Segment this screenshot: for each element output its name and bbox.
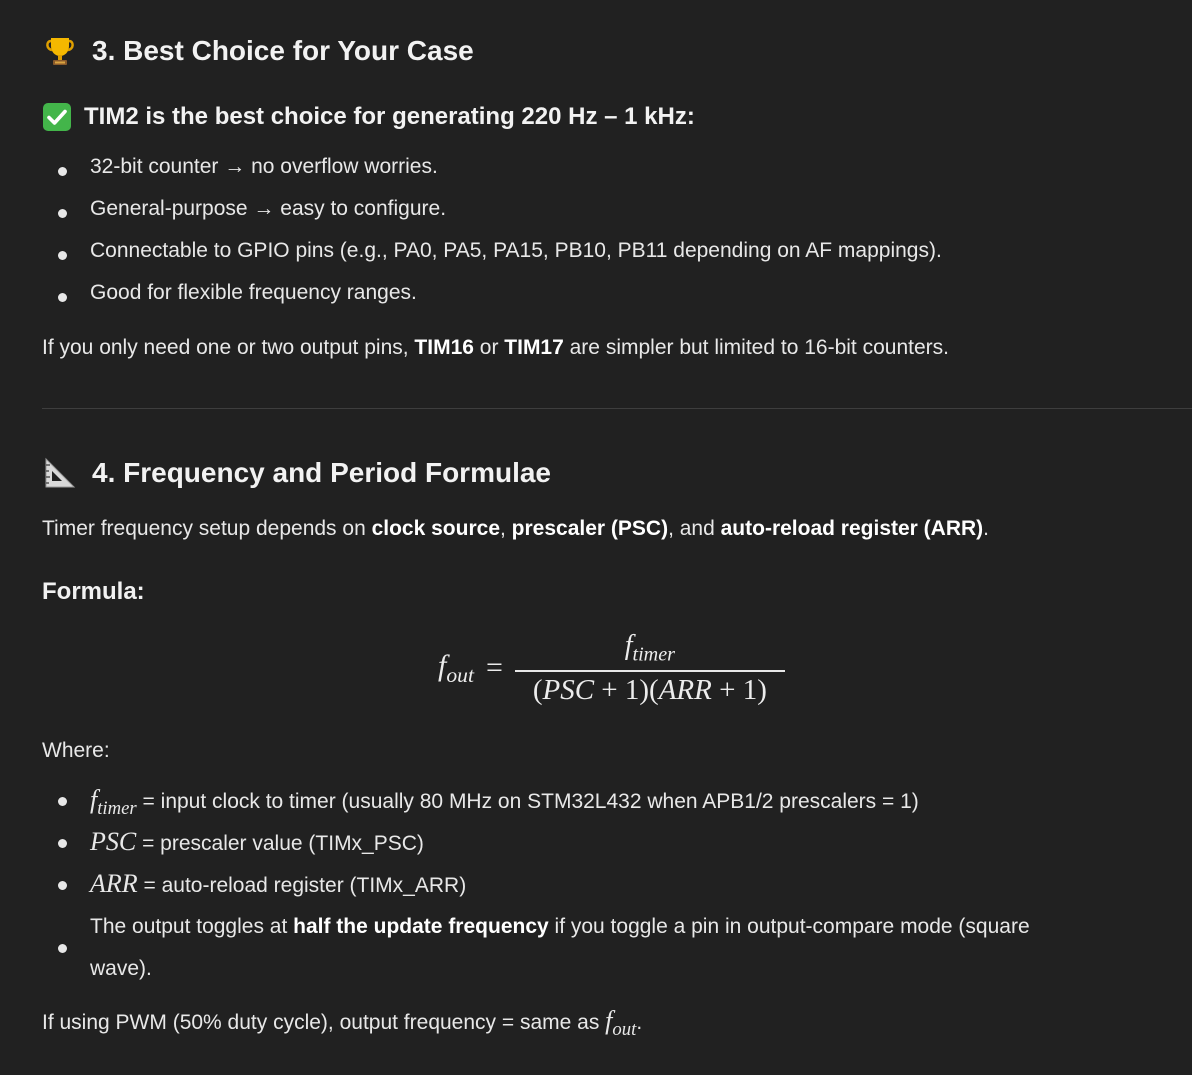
frequency-formula [438,630,785,707]
list-item: Connectable to GPIO pins (e.g., PA0, PA5, PA15, PB10, PB11 depending on AF mappings). [42,234,942,276]
intro-text: Timer frequency setup depends on [42,517,372,540]
toggle-text: The output toggles at [90,915,294,938]
pwm-sub: out [612,1018,637,1040]
intro-bold-arr: auto-reload register (ARR) [720,517,984,540]
where-bullet-list [42,780,1170,990]
list-item [42,906,1170,990]
where-text: = auto-reload register (TIMx_ARR) [137,874,467,897]
where-symbol [90,869,138,898]
list-item [42,864,1170,906]
triangular-ruler-icon [42,455,78,491]
trophy-icon [42,33,78,69]
section3-bullet-list [42,150,942,318]
section-divider [42,408,1192,409]
pwm-symbol [605,1006,637,1040]
formula-num-symbol: f [624,630,633,661]
pwm-note [42,1006,642,1045]
formula-fraction [515,630,785,707]
den-part: + 1)( [594,673,659,706]
intro-text: , and [668,517,721,540]
list-item [42,780,1170,822]
list-item: Good for flexible frequency ranges. [42,276,942,318]
list-item [42,822,1170,864]
toggle-text: wave). [90,957,152,980]
section4-intro [42,514,989,544]
den-part: ( [532,673,543,706]
formula-num-subscript: timer [632,643,676,666]
section3-subheading [42,102,695,132]
list-item: General-purpose → easy to configure. [42,192,942,234]
pwm-text: . [636,1011,643,1034]
intro-bold-prescaler: prescaler (PSC) [511,517,669,540]
formula-lhs-subscript: out [446,662,474,687]
where-text: = prescaler value (TIMx_PSC) [136,832,424,855]
formula-lhs-symbol: f [438,649,447,683]
den-part: + 1) [711,673,767,706]
section3-note [42,333,949,363]
formula-equals: = [485,651,503,685]
den-psc: PSC [542,673,595,706]
formula-label: Formula: [42,578,145,605]
note-text: or [473,336,505,359]
where-sub: timer [97,797,137,819]
section3-heading [42,33,474,69]
formula-lhs [438,649,474,688]
where-text: = input clock to timer (usually 80 MHz on STM32L432 when APB1/2 prescalers = 1) [136,790,919,813]
toggle-bold: half the update frequency [293,915,549,938]
note-bold-tim16: TIM16 [414,336,474,359]
formula-numerator [619,630,681,670]
where-symbol [90,827,136,856]
where-symbol [90,785,137,819]
list-item: 32-bit counter → no overflow worries. [42,150,942,192]
intro-text: , [500,517,512,540]
section3-title: 3. Best Choice for Your Case [92,35,474,66]
note-bold-tim17: TIM17 [504,336,564,359]
where-sym: ARR [90,869,138,898]
where-sym: f [90,785,98,814]
intro-bold-clock-source: clock source [371,517,500,540]
section4-heading [42,455,551,491]
where-label: Where: [42,739,110,762]
pwm-sym: f [605,1006,613,1035]
note-text: If you only need one or two output pins, [42,336,415,359]
pwm-text: If using PWM (50% duty cycle), output frequency = same as [42,1011,606,1034]
section3-subtitle: TIM2 is the best choice for generating 220 Hz – 1 kHz: [84,103,695,130]
section4-title: 4. Frequency and Period Formulae [92,457,552,488]
toggle-text: if you toggle a pin in output-compare mode (square [548,915,1030,938]
where-sym: PSC [90,827,137,856]
note-text: are simpler but limited to 16-bit counters. [563,336,949,359]
den-arr: ARR [658,673,712,706]
formula-denominator [533,672,767,707]
intro-text: . [983,517,989,540]
check-mark-button-icon [42,102,72,132]
